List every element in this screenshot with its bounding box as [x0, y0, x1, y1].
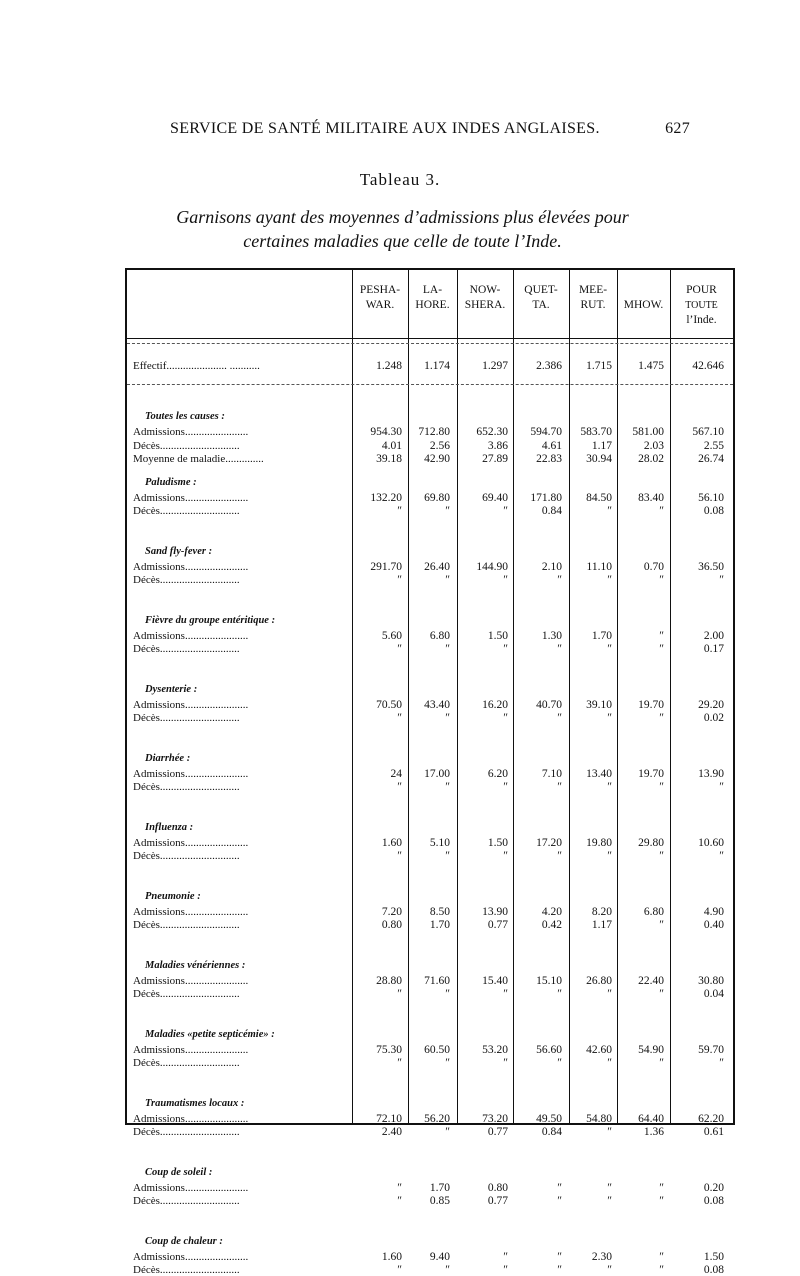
table-cell: 30.94	[586, 453, 612, 465]
table-cell: 84.50	[586, 491, 612, 504]
table-cell: 0.77	[487, 1195, 508, 1207]
table-cell: ″	[607, 505, 612, 517]
table-cell: 54.90	[638, 1043, 664, 1056]
table-cell: ″	[397, 574, 402, 586]
table-cell: 39.10	[586, 698, 612, 711]
row-label: Admissions.......................	[133, 836, 249, 849]
table-cell: 10.60	[698, 836, 724, 849]
table-cell: ″	[659, 1181, 664, 1194]
table-cell: 22.83	[536, 453, 562, 465]
table-cell: 1.70	[429, 1181, 450, 1194]
row-label: Admissions.......................	[133, 491, 249, 504]
table-cell: ″	[397, 1057, 402, 1069]
table-cell: 1.50	[703, 1250, 724, 1263]
table-cell: ″	[607, 1057, 612, 1069]
table-cell: 26.80	[586, 974, 612, 987]
table-cell: ″	[503, 850, 508, 862]
table-cell: 39.18	[376, 453, 402, 465]
table-cell: 59.70	[698, 1043, 724, 1056]
table-cell: 56.20	[424, 1112, 450, 1125]
table-cell: ″	[397, 1264, 402, 1276]
table-cell: 567.10	[692, 426, 724, 438]
table-cell: ″	[397, 1195, 402, 1207]
table-cell: ″	[659, 574, 664, 586]
table-cell: ″	[557, 643, 562, 655]
header-rule-dashed	[127, 343, 733, 344]
table-cell: ″	[607, 781, 612, 793]
effectif-value: 42.646	[692, 360, 724, 372]
header-rule	[127, 338, 733, 339]
section-title: Sand fly-fever :	[145, 545, 213, 557]
table-title: Tableau 3.	[359, 170, 441, 189]
table-cell: ″	[445, 1057, 450, 1069]
row-label: Décès.............................	[133, 988, 240, 1000]
table-cell: ″	[659, 712, 664, 724]
table-cell: 0.17	[703, 643, 724, 655]
table-cell: ″	[445, 850, 450, 862]
table-cell: 2.55	[703, 439, 724, 452]
table-cell: 13.40	[586, 767, 612, 780]
row-label: Décès.............................	[133, 1195, 240, 1207]
table-cell: ″	[607, 643, 612, 655]
table-cell: 24	[390, 767, 402, 780]
column-separator	[352, 268, 353, 1125]
column-separator	[670, 268, 671, 1125]
table-cell: 1.36	[643, 1126, 664, 1138]
table-cell: 0.08	[703, 1264, 724, 1276]
table-cell: 42.60	[586, 1043, 612, 1056]
table-cell: ″	[659, 505, 664, 517]
section-title: Pneumonie :	[145, 890, 201, 902]
column-header-1	[352, 283, 408, 313]
row-label: Décès.............................	[133, 919, 240, 931]
table-cell: 144.90	[476, 560, 508, 573]
row-label: Décès.............................	[133, 850, 240, 862]
row-label: Décès.............................	[133, 1057, 240, 1069]
table-cell: ″	[659, 850, 664, 862]
column-header-line: PESHA-	[359, 284, 401, 296]
row-label: Admissions.......................	[133, 905, 249, 918]
column-header-line: l’Inde.	[686, 314, 717, 326]
table-cell: 83.40	[638, 491, 664, 504]
table-cell: 1.50	[487, 629, 508, 642]
column-header-4	[513, 283, 569, 313]
table-cell: 0.84	[541, 1126, 562, 1138]
table-cell: ″	[607, 988, 612, 1000]
column-header-line: QUET-	[524, 284, 558, 296]
running-head	[170, 120, 690, 138]
table-cell: 0.80	[381, 919, 402, 931]
section-title: Maladies «petite septicémie» :	[145, 1028, 275, 1040]
table-cell: ″	[397, 781, 402, 793]
table-cell: 1.70	[591, 629, 612, 642]
table-cell: 53.20	[482, 1043, 508, 1056]
table-cell: ″	[607, 574, 612, 586]
row-label: Décès.............................	[133, 781, 240, 793]
table-cell: ″	[557, 712, 562, 724]
section-title: Dysenterie :	[145, 683, 198, 695]
table-cell: 27.89	[482, 453, 508, 465]
table-cell: 0.08	[703, 505, 724, 517]
table-cell: ″	[557, 574, 562, 586]
column-header-line: MEE-	[578, 284, 608, 296]
row-label: Décès.............................	[133, 1264, 240, 1276]
effectif-value: 1.174	[424, 360, 450, 372]
column-separator	[408, 268, 409, 1125]
table-cell: 0.20	[703, 1181, 724, 1194]
effectif-rule	[127, 384, 733, 385]
table-cell: 30.80	[698, 974, 724, 987]
table-cell: 72.10	[376, 1112, 402, 1125]
table-cell: 42.90	[424, 453, 450, 465]
table-cell: 171.80	[530, 491, 562, 504]
row-label: Décès.............................	[133, 712, 240, 724]
section-title: Traumatismes locaux :	[145, 1097, 245, 1109]
table-cell: 8.20	[591, 905, 612, 918]
column-separator	[457, 268, 458, 1125]
effectif-value: 1.297	[482, 360, 508, 372]
row-label: Décès.............................	[133, 643, 240, 655]
table-cell: ″	[557, 850, 562, 862]
effectif-value: 1.248	[376, 360, 402, 372]
table-cell: 5.10	[429, 836, 450, 849]
section-title: Toutes les causes :	[145, 411, 225, 422]
table-cell: 594.70	[530, 426, 562, 438]
table-cell: 71.60	[424, 974, 450, 987]
table-cell: ″	[503, 643, 508, 655]
table-cell: ″	[557, 1250, 562, 1263]
effectif-value: 1.475	[638, 360, 664, 372]
table-cell: ″	[557, 1181, 562, 1194]
table-cell: 36.50	[698, 560, 724, 573]
table-cell: 2.10	[541, 560, 562, 573]
table-cell: 13.90	[698, 767, 724, 780]
table-cell: 0.80	[487, 1181, 508, 1194]
section-title: Fièvre du groupe entéritique :	[145, 614, 276, 626]
table-cell: 1.17	[591, 919, 612, 931]
table-cell: 0.85	[429, 1195, 450, 1207]
table-cell: 60.50	[424, 1043, 450, 1056]
table-cell: ″	[557, 1195, 562, 1207]
table-cell: 132.20	[370, 491, 402, 504]
row-label: Admissions.......................	[133, 426, 249, 438]
table-cell: 6.80	[643, 905, 664, 918]
row-label: Admissions.......................	[133, 1043, 249, 1056]
table-cell: ″	[445, 712, 450, 724]
table-cell: 0.84	[541, 505, 562, 517]
table-cell: 2.30	[591, 1250, 612, 1263]
table-cell: ″	[557, 988, 562, 1000]
table-cell: ″	[503, 574, 508, 586]
row-label: Admissions.......................	[133, 629, 249, 642]
table-cell: 1.30	[541, 629, 562, 642]
table-cell: 49.50	[536, 1112, 562, 1125]
table-cell: 1.17	[591, 439, 612, 452]
table-cell: 0.02	[703, 712, 724, 724]
table-cell: 7.20	[381, 905, 402, 918]
column-header-6	[617, 298, 670, 313]
table-cell: 70.50	[376, 698, 402, 711]
row-label: Admissions.......................	[133, 1250, 249, 1263]
table-cell: ″	[445, 781, 450, 793]
table-cell: ″	[607, 1126, 612, 1138]
column-header-2	[408, 283, 457, 313]
table-cell: ″	[445, 988, 450, 1000]
table-cell: 1.60	[381, 836, 402, 849]
table-cell: 40.70	[536, 698, 562, 711]
column-header-5	[569, 283, 617, 313]
table-cell: 15.10	[536, 974, 562, 987]
table-cell: 1.60	[381, 1250, 402, 1263]
row-label: Admissions.......................	[133, 560, 249, 573]
column-header-line: LA-	[422, 284, 443, 296]
column-header-7	[670, 283, 733, 328]
column-header-line: WAR.	[365, 299, 395, 311]
table-cell: 29.80	[638, 836, 664, 849]
table-cell: 56.10	[698, 491, 724, 504]
table-cell: 75.30	[376, 1043, 402, 1056]
table-cell: ″	[397, 505, 402, 517]
table-cell: 0.77	[487, 919, 508, 931]
table-cell: ″	[607, 1181, 612, 1194]
row-label-effectif: Effectif...................... ...........	[133, 360, 260, 372]
table-cell: ″	[503, 712, 508, 724]
column-separator	[569, 268, 570, 1125]
table-cell: ″	[607, 1264, 612, 1276]
caption-line-2: certaines maladies que celle de toute l’Inde.	[243, 231, 562, 251]
table-caption	[100, 205, 705, 253]
table-cell: 54.80	[586, 1112, 612, 1125]
table-cell: 9.40	[429, 1250, 450, 1263]
row-label: Décès.............................	[133, 574, 240, 586]
column-header-line: NOW-	[469, 284, 501, 296]
row-label: Admissions.......................	[133, 1181, 249, 1194]
row-label: Admissions.......................	[133, 767, 249, 780]
table-cell: ″	[659, 1264, 664, 1276]
table-cell: 0.42	[541, 919, 562, 931]
table-cell: ″	[445, 505, 450, 517]
table-cell: ″	[607, 712, 612, 724]
table-cell: 6.80	[429, 629, 450, 642]
table-cell: 3.86	[487, 439, 508, 452]
table-cell: 28.02	[638, 453, 664, 465]
table-cell: ″	[557, 781, 562, 793]
table-cell: ″	[607, 850, 612, 862]
table-cell: 0.08	[703, 1195, 724, 1207]
table-cell: 43.40	[424, 698, 450, 711]
table-cell: ″	[445, 1126, 450, 1138]
table-cell: 62.20	[698, 1112, 724, 1125]
running-head-text: SERVICE DE SANTÉ MILITAIRE AUX INDES ANGLAISES.	[170, 120, 600, 137]
table-cell: 16.20	[482, 698, 508, 711]
table-cell: ″	[445, 574, 450, 586]
table-cell: 28.80	[376, 974, 402, 987]
row-label: Admissions.......................	[133, 1112, 249, 1125]
table-cell: ″	[557, 1264, 562, 1276]
column-header-line: RUT.	[580, 299, 606, 311]
table-cell: 8.50	[429, 905, 450, 918]
table-cell: 17.00	[424, 767, 450, 780]
row-label: Décès.............................	[133, 1126, 240, 1138]
table-cell: ″	[445, 643, 450, 655]
table-cell: 29.20	[698, 698, 724, 711]
table-cell: 583.70	[580, 426, 612, 438]
table-cell: 1.70	[429, 919, 450, 931]
table-cell: 4.61	[541, 439, 562, 452]
section-title: Maladies vénériennes :	[145, 959, 246, 971]
table-cell: ″	[719, 574, 724, 586]
table-cell: 712.80	[418, 426, 450, 438]
table-cell: 2.56	[429, 439, 450, 452]
table-cell: ″	[397, 988, 402, 1000]
column-header-line: SHERA.	[464, 299, 506, 311]
column-header-3	[457, 283, 513, 313]
table-cell: 19.80	[586, 836, 612, 849]
table-cell: 69.80	[424, 491, 450, 504]
effectif-value: 2.386	[536, 360, 562, 372]
column-header-line: HORE.	[415, 299, 450, 311]
table-cell: 0.04	[703, 988, 724, 1000]
table-cell: 6.20	[487, 767, 508, 780]
table-cell: ″	[397, 1181, 402, 1194]
table-cell: 4.90	[703, 905, 724, 918]
table-cell: 954.30	[370, 426, 402, 438]
caption-line-1: Garnisons ayant des moyennes d’admissions plus élevées pour	[176, 207, 629, 227]
table-cell: 73.20	[482, 1112, 508, 1125]
page-number: 627	[665, 120, 690, 137]
table-cell: 26.40	[424, 560, 450, 573]
column-header-line: TA.	[532, 299, 550, 311]
table-cell: ″	[659, 629, 664, 642]
table-cell: ″	[659, 643, 664, 655]
table-cell: ″	[503, 1250, 508, 1263]
row-label: Admissions.......................	[133, 698, 249, 711]
table-cell: ″	[503, 1264, 508, 1276]
table-cell: ″	[557, 1057, 562, 1069]
table-cell: 2.00	[703, 629, 724, 642]
table-cell: 15.40	[482, 974, 508, 987]
section-title: Coup de chaleur :	[145, 1235, 223, 1247]
row-label: Décès.............................	[133, 505, 240, 517]
table-cell: ″	[719, 1057, 724, 1069]
table-cell: ″	[719, 781, 724, 793]
table-cell: 19.70	[638, 767, 664, 780]
table-cell: 2.03	[643, 439, 664, 452]
row-label: Admissions.......................	[133, 974, 249, 987]
table-cell: 69.40	[482, 491, 508, 504]
table-cell: 56.60	[536, 1043, 562, 1056]
table-cell: 64.40	[638, 1112, 664, 1125]
table-cell: ″	[503, 988, 508, 1000]
section-title: Influenza :	[145, 821, 194, 833]
table-cell: 0.77	[487, 1126, 508, 1138]
table-cell: 291.70	[370, 560, 402, 573]
column-separator	[617, 268, 618, 1125]
table-cell: ″	[607, 1195, 612, 1207]
table-cell: 11.10	[586, 560, 612, 573]
section-title: Coup de soleil :	[145, 1166, 213, 1178]
table-cell: 1.50	[487, 836, 508, 849]
table-cell: ″	[397, 643, 402, 655]
table-cell: ″	[659, 919, 664, 931]
column-header-line: POUR	[686, 284, 717, 296]
table-cell: ″	[659, 1195, 664, 1207]
table-cell: 4.20	[541, 905, 562, 918]
table-cell: 22.40	[638, 974, 664, 987]
table-cell: 4.01	[381, 439, 402, 452]
table-cell: 0.70	[643, 560, 664, 573]
table-cell: ″	[503, 505, 508, 517]
table-cell: ″	[503, 781, 508, 793]
effectif-value: 1.715	[586, 360, 612, 372]
table-cell: ″	[659, 988, 664, 1000]
table-cell: ″	[397, 712, 402, 724]
table-cell: 7.10	[541, 767, 562, 780]
table-cell: ″	[659, 1057, 664, 1069]
column-separator	[513, 268, 514, 1125]
table-cell: ″	[397, 850, 402, 862]
table-cell: 0.61	[703, 1126, 724, 1138]
row-label: Décès.............................	[133, 439, 240, 452]
table-cell: 652.30	[476, 426, 508, 438]
column-header-line: TOUTE	[685, 300, 718, 311]
table-cell: ″	[445, 1264, 450, 1276]
table-cell: 19.70	[638, 698, 664, 711]
table-cell: 13.90	[482, 905, 508, 918]
table-cell: 26.74	[698, 453, 724, 465]
table-cell: 5.60	[381, 629, 402, 642]
table-cell: 2.40	[381, 1126, 402, 1138]
row-label: Moyenne de maladie..............	[133, 453, 264, 465]
table-cell: ″	[659, 781, 664, 793]
table-cell: 0.40	[703, 919, 724, 931]
column-header-line: MHOW.	[623, 299, 664, 311]
section-title: Diarrhée :	[145, 752, 191, 764]
table-cell: 581.00	[632, 426, 664, 438]
table-cell: ″	[659, 1250, 664, 1263]
table-cell: ″	[503, 1057, 508, 1069]
table-cell: 17.20	[536, 836, 562, 849]
table-cell: ″	[719, 850, 724, 862]
section-title: Paludisme :	[145, 476, 197, 488]
